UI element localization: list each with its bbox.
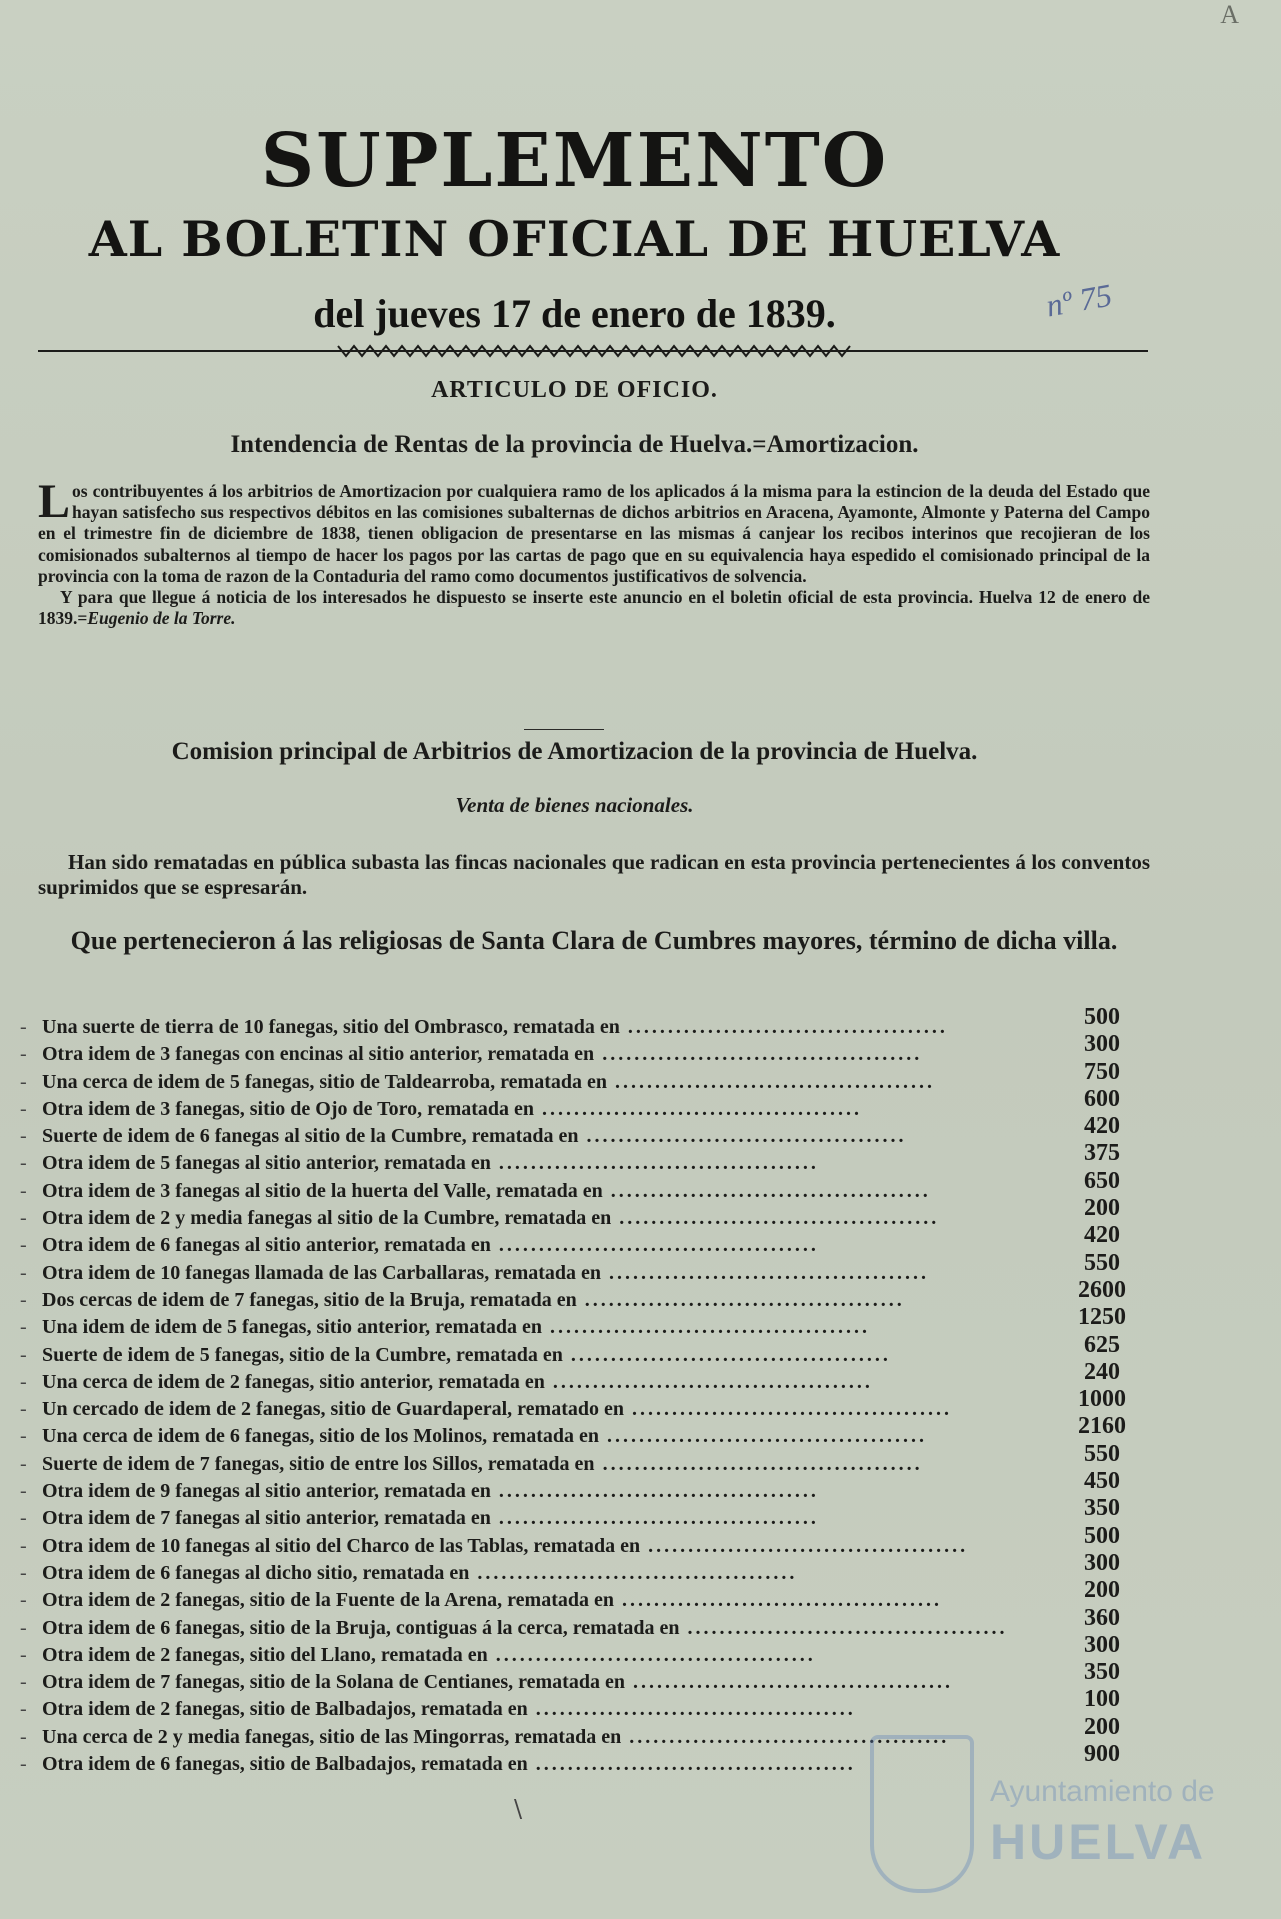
list-item [20, 1549, 1152, 1587]
list-item [20, 1440, 1152, 1478]
item-price: 550 [1084, 1440, 1120, 1467]
item-description: Otra idem de 5 fanegas al sitio anterior, rematada en ........................................ [42, 1152, 819, 1175]
pen-tick-mark: - [20, 1534, 27, 1557]
pen-tick-mark: - [20, 1561, 27, 1584]
list-item [20, 1058, 1152, 1096]
item-description: Otra idem de 2 fanegas, sitio del Llano, rematada en ........................................ [42, 1643, 816, 1666]
list-item [20, 1249, 1152, 1287]
list-item [20, 1331, 1152, 1369]
item-price: 2600 [1078, 1276, 1126, 1303]
item-description: Otra idem de 7 fanegas, sitio de la Solana de Centianes, rematada en ........................................ [42, 1671, 953, 1694]
item-price: 200 [1084, 1713, 1120, 1740]
pen-tick-mark: - [20, 1207, 27, 1230]
item-description: Otra idem de 9 fanegas al sitio anterior, rematada en ........................................ [42, 1480, 819, 1503]
item-price: 500 [1084, 1004, 1120, 1030]
drop-cap: L [38, 475, 71, 528]
item-price: 375 [1084, 1140, 1120, 1167]
item-price: 240 [1084, 1358, 1120, 1385]
item-description: Una cerca de 2 y media fanegas, sitio de las Mingorras, rematada en ........................................ [42, 1725, 950, 1748]
item-description: Una cerca de idem de 2 fanegas, sitio anterior, rematada en ........................................ [42, 1370, 873, 1393]
watermark-line2: HUELVA [990, 1814, 1207, 1870]
list-heading: Que pertenecieron á las religiosas de Santa Clara de Cumbres mayores, término de dicha villa. [70, 926, 1118, 955]
pen-tick-mark: - [20, 1016, 27, 1038]
list-item [20, 1577, 1152, 1614]
pen-tick-mark: - [20, 1234, 27, 1257]
list-item [20, 1031, 1152, 1068]
pen-tick-mark: - [20, 1698, 27, 1721]
section-label: ARTICULO DE OFICIO. [431, 377, 718, 403]
list-item [20, 1140, 1152, 1177]
handwritten-note: nº 75 [1043, 276, 1115, 324]
item-price: 550 [1084, 1249, 1120, 1276]
title: SUPLEMENTO [260, 118, 889, 204]
item-price: 300 [1084, 1631, 1120, 1658]
list-item [20, 1004, 1152, 1041]
pen-tick-mark: - [20, 1316, 27, 1339]
pen-tick-mark: - [20, 1589, 27, 1612]
notice-paragraph [38, 475, 1150, 629]
list-item [20, 1468, 1152, 1505]
pen-tick-mark: - [20, 1343, 27, 1366]
item-description: Otra idem de 10 fanegas llamada de las Carballaras, rematada en ........................................ [42, 1261, 930, 1284]
item-price: 300 [1084, 1549, 1120, 1576]
item-description: Una idem de idem de 5 fanegas, sitio anterior, rematada en ........................................ [42, 1316, 870, 1339]
pen-tick-mark: - [20, 1288, 27, 1311]
pen-tick-mark: - [20, 1671, 27, 1694]
pen-tick-mark: - [20, 1398, 27, 1421]
item-price: 350 [1084, 1495, 1120, 1522]
item-description: Otra idem de 6 fanegas, sitio de Balbadajos, rematada en ........................................ [42, 1753, 856, 1776]
item-price: 200 [1084, 1195, 1120, 1222]
notice-body-2: Y para que llegue á noticia de los interesados he dispuesto se inserte este anuncio en el boletin oficial de esta provincia. Huelva 12 de enero de 1839.= [38, 587, 1150, 629]
list-item [20, 1276, 1152, 1314]
list-item [20, 1686, 1152, 1723]
subtitle: AL BOLETIN OFICIAL DE HUELVA [88, 210, 1061, 268]
item-description: Suerte de idem de 5 fanegas, sitio de la Cumbre, rematada en ........................................ [42, 1343, 891, 1366]
item-price: 625 [1084, 1331, 1120, 1358]
item-price: 100 [1084, 1686, 1120, 1713]
pen-tick-mark: - [20, 1261, 27, 1284]
property-list [20, 1004, 1152, 1778]
item-description: Un cercado de idem de 2 fanegas, sitio de Guardaperal, rematado en ........................................ [42, 1398, 953, 1421]
signature: Eugenio de la Torre. [87, 608, 236, 629]
sale-subtitle: Venta de bienes nacionales. [455, 793, 694, 817]
item-price: 420 [1084, 1222, 1120, 1249]
pen-mark: \ [514, 1795, 523, 1823]
item-description: Una suerte de tierra de 10 fanegas, sitio del Ombrasco, rematada en ........................................ [42, 1016, 948, 1038]
list-item [20, 1631, 1152, 1669]
item-price: 300 [1084, 1031, 1120, 1058]
list-item [20, 1113, 1152, 1150]
pen-tick-mark: - [20, 1043, 27, 1066]
item-price: 360 [1084, 1604, 1120, 1631]
item-description: Otra idem de 3 fanegas, sitio de Ojo de Toro, rematada en ........................................ [42, 1097, 863, 1120]
commission-heading: Comision principal de Arbitrios de Amortizacion de la provincia de Huelva. [171, 738, 978, 765]
item-price: 1000 [1078, 1386, 1126, 1413]
item-description: Una cerca de idem de 5 fanegas, sitio de Taldearroba, rematada en ........................................ [42, 1070, 935, 1093]
pen-tick-mark: - [20, 1097, 27, 1120]
pen-tick-mark: - [20, 1070, 27, 1093]
list-item [20, 1358, 1152, 1396]
item-price: 500 [1084, 1522, 1120, 1549]
list-item [20, 1522, 1152, 1560]
pen-tick-mark: - [20, 1616, 27, 1639]
coat-of-arms-icon [870, 1735, 974, 1893]
pen-tick-mark: - [20, 1152, 27, 1175]
notice-body: os contribuyentes á los arbitrios de Amortizacion por cualquiera ramo de los aplicados á la misma para la estincion de la deuda del Estado que hayan satisfecho sus respectivos débitos en las comisiones subalternas de dichos arbitrios en Aracena, Ayamonte, Almonte y Paterna del Campo en el trimestre fin de diciembre de 1838, tienen obligacion de presentarse en las mismas á canjear los recibos interinos que recojieran de los comisionados subalternos al tiempo de hacer los pagos por las cartas de pago que en su equivalencia haya espedido el comisionado principal de la provincia con la toma de razon de la Contaduria del ramo como documentos justificativos de solvencia. [38, 481, 1150, 586]
watermark-line1: Ayuntamiento de [990, 1775, 1215, 1808]
item-description: Otra idem de 6 fanegas al sitio anterior, rematada en ........................................ [42, 1234, 819, 1257]
item-price: 2160 [1078, 1413, 1126, 1440]
list-item [20, 1195, 1152, 1232]
list-item [20, 1604, 1152, 1642]
office-heading: Intendencia de Rentas de la provincia de Huelva.=Amortizacion. [230, 431, 919, 458]
list-item [20, 1495, 1152, 1532]
list-item [20, 1304, 1152, 1341]
pen-tick-mark: - [20, 1643, 27, 1666]
item-description: Otra idem de 6 fanegas al dicho sitio, rematada en ........................................ [42, 1561, 798, 1584]
pen-tick-mark: - [20, 1452, 27, 1475]
pen-tick-mark: - [20, 1753, 27, 1776]
item-price: 200 [1084, 1577, 1120, 1604]
list-item [20, 1413, 1152, 1450]
item-price: 650 [1084, 1167, 1120, 1194]
ornamental-rule [38, 342, 1148, 360]
pen-tick-mark: - [20, 1370, 27, 1393]
list-item [20, 1167, 1152, 1205]
item-description: Dos cercas de idem de 7 fanegas, sitio de la Bruja, rematada en ........................................ [42, 1288, 905, 1311]
list-item [20, 1386, 1152, 1423]
item-price: 350 [1084, 1659, 1120, 1686]
item-description: Otra idem de 10 fanegas al sitio del Charco de las Tablas, rematada en ........................................ [42, 1534, 969, 1557]
item-description: Suerte de idem de 7 fanegas, sitio de entre los Sillos, rematada en ........................................ [42, 1452, 923, 1475]
list-item [20, 1085, 1152, 1123]
item-description: Otra idem de 7 fanegas al sitio anterior, rematada en ........................................ [42, 1507, 819, 1530]
item-price: 450 [1084, 1468, 1120, 1495]
item-description: Otra idem de 6 fanegas, sitio de la Bruja, contiguas á la cerca, rematada en ........................................ [42, 1616, 1008, 1639]
corner-mark: A [1220, 0, 1239, 29]
item-description: Una cerca de idem de 6 fanegas, sitio de los Molinos, rematada en ........................................ [42, 1425, 928, 1448]
item-price: 420 [1084, 1113, 1120, 1140]
pen-tick-mark: - [20, 1125, 27, 1148]
item-description: Otra idem de 3 fanegas con encinas al sitio anterior, rematada en ........................................ [42, 1043, 923, 1066]
item-price: 1250 [1078, 1304, 1126, 1331]
item-description: Otra idem de 2 fanegas, sitio de la Fuente de la Arena, rematada en ........................................ [42, 1589, 942, 1612]
item-description: Otra idem de 3 fanegas al sitio de la huerta del Valle, rematada en ........................................ [42, 1179, 931, 1202]
divider [524, 729, 604, 730]
item-description: Otra idem de 2 y media fanegas al sitio de la Cumbre, rematada en ........................................ [42, 1207, 940, 1230]
item-description: Suerte de idem de 6 fanegas al sitio de la Cumbre, rematada en ........................................ [42, 1125, 907, 1148]
pen-tick-mark: - [20, 1425, 27, 1448]
item-description: Otra idem de 2 fanegas, sitio de Balbadajos, rematada en ........................................ [42, 1698, 856, 1721]
watermark [870, 1735, 1230, 1905]
item-price: 600 [1084, 1085, 1120, 1112]
pen-tick-mark: - [20, 1480, 27, 1503]
date-line: del jueves 17 de enero de 1839. [313, 291, 836, 336]
pen-tick-mark: - [20, 1725, 27, 1748]
list-item [20, 1659, 1152, 1696]
item-price: 900 [1084, 1741, 1120, 1768]
list-item [20, 1222, 1152, 1259]
sale-intro: Han sido rematadas en pública subasta las fincas nacionales que radican en esta provincia pertenecientes á los conventos suprimidos que se espresarán. [38, 850, 1150, 899]
pen-tick-mark: - [20, 1179, 27, 1202]
pen-tick-mark: - [20, 1507, 27, 1530]
item-price: 750 [1084, 1058, 1120, 1085]
